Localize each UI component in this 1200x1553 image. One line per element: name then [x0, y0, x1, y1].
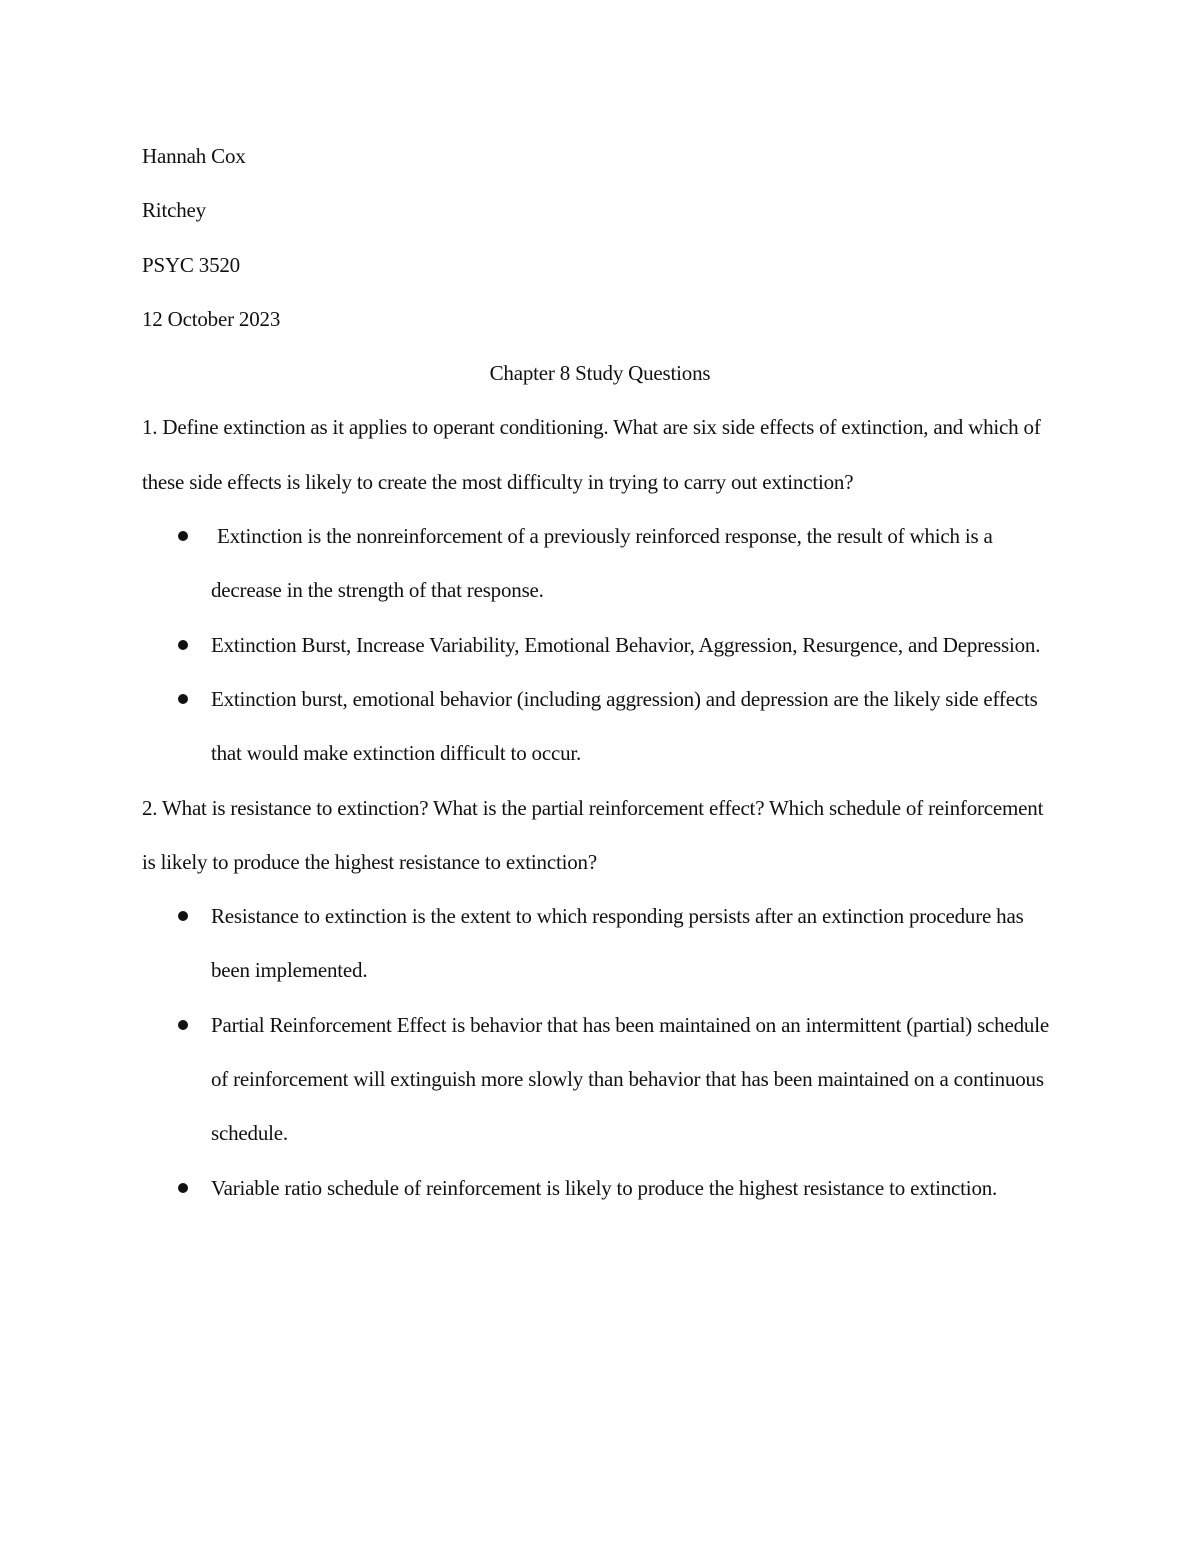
answer-text: Variable ratio schedule of reinforcement is likely to produce the highest resistance to extinction.: [211, 1175, 998, 1200]
document-title: Chapter 8 Study Questions: [489, 361, 711, 386]
answer-item: [211, 618, 1058, 672]
answer-text: Extinction burst, emotional behavior (including aggression) and depression are the likely side effects that would make extinction difficult to occur.: [211, 686, 1038, 766]
bullet-icon: [178, 640, 188, 650]
answer-list: [142, 509, 1058, 780]
bullet-icon: [178, 911, 188, 921]
bullet-icon: [178, 1183, 188, 1193]
question-block: [142, 400, 1058, 780]
course-code: PSYC 3520: [142, 252, 240, 277]
answer-text: Partial Reinforcement Effect is behavior that has been maintained on an intermittent (partial) schedule of reinforcement will extinguish more slowly than behavior that has been maintained on a continuous schedule.: [211, 1012, 1049, 1146]
question-text: 1. Define extinction as it applies to operant conditioning. What are six side effects of extinction, and which of these side effects is likely to create the most difficulty in trying to carry out extinction?: [142, 415, 1041, 494]
document-body: [142, 129, 1058, 1215]
answer-text: Extinction Burst, Increase Variability, Emotional Behavior, Aggression, Resurgence, and Depression.: [211, 632, 1041, 657]
answer-text: Extinction is the nonreinforcement of a previously reinforced response, the result of which is a decrease in the strength of that response.: [211, 524, 993, 603]
answer-item: [211, 889, 1058, 998]
bullet-icon: [178, 1020, 188, 1030]
answer-item: [211, 509, 1058, 618]
instructor-name: Ritchey: [142, 198, 206, 223]
bullet-icon: [178, 531, 188, 541]
student-name: Hannah Cox: [142, 144, 246, 168]
answer-list: [142, 889, 1058, 1215]
question-text: 2. What is resistance to extinction? What is the partial reinforcement effect? Which schedule of reinforcement is likely to produce the highest resistance to extinction?: [142, 795, 1044, 874]
answer-item: [211, 672, 1058, 781]
answer-item: [211, 998, 1058, 1161]
question-block: [142, 781, 1058, 1215]
bullet-icon: [178, 694, 188, 704]
answer-text: Resistance to extinction is the extent to which responding persists after an extinction procedure has been implemented.: [211, 904, 1024, 983]
document-date: 12 October 2023: [142, 306, 281, 331]
answer-item: [211, 1161, 1058, 1215]
